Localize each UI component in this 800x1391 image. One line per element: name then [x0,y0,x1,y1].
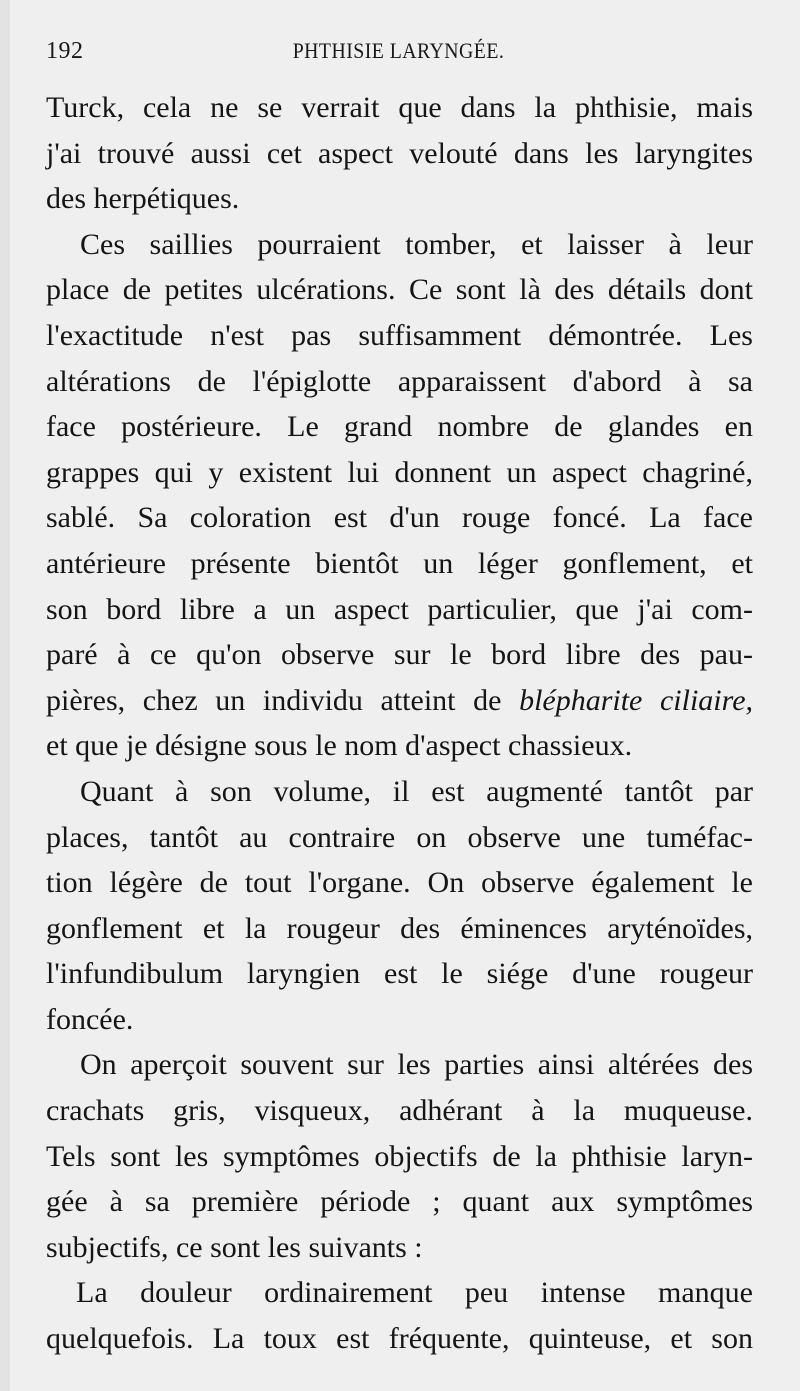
italic-term: blépharite ciliaire, [519,683,754,717]
text-line: tion légère de tout l'organe. On observe également le [46,866,753,900]
text-line: subjectifs, ce sont les suivants : [46,1230,423,1264]
text-line: l'exactitude n'est pas suffisamment démontrée. Les [46,318,753,352]
text-line: son bord libre a un aspect particulier, que j'ai com- [46,592,753,626]
page-number: 192 [46,38,84,64]
text-line: On aperçoit souvent sur les parties ainsi altérées des [80,1048,753,1082]
text-line: antérieure présente bientôt un léger gonflement, et [46,546,753,580]
text-line: Tels sont les symptômes objectifs de la phthisie laryn- [46,1139,753,1173]
text-line: des herpétiques. [46,182,240,216]
text-line: l'infundibulum laryngien est le siége d'une rougeur [46,957,753,991]
page-edge-shadow [0,0,10,1391]
text-line: j'ai trouvé aussi cet aspect velouté dans les laryngites [46,136,753,170]
text-line: crachats gris, visqueux, adhérant à la muqueuse. [46,1094,753,1128]
text-line: altérations de l'épiglotte apparaissent d'abord à sa [46,364,753,398]
text-line: gée à sa première période ; quant aux symptômes [46,1185,753,1219]
text-line: gonflement et la rougeur des éminences aryténoïdes, [46,911,753,945]
text-line: Turck, cela ne se verrait que dans la phthisie, mais [46,91,753,124]
text-line: paré à ce qu'on observe sur le bord libre des pau- [46,638,753,672]
text-line: et que je désigne sous le nom d'aspect chassieux. [46,729,633,763]
body-text [46,85,753,1362]
text-line: Quant à son volume, il est augmenté tantôt par [80,774,753,808]
text-segment: pières, chez un individu atteint de [46,683,502,717]
text-line: place de petites ulcérations. Ce sont là des détails dont [46,273,753,307]
text-line: quelquefois. La toux est fréquente, quinteuse, et son [46,1322,753,1356]
text-line: places, tantôt au contraire on observe une tuméfac- [46,820,753,854]
text-line: sablé. Sa coloration est d'un rouge foncé. La face [46,501,753,535]
text-line [46,678,753,724]
text-line: face postérieure. Le grand nombre de glandes en [46,410,753,444]
text-line: grappes qui y existent lui donnent un aspect chagriné, [46,455,753,489]
text-line: foncée. [46,1002,134,1036]
text-line: La douleur ordinairement peu intense manque [76,1276,753,1310]
text-line: Ces saillies pourraient tomber, et laisser à leur [80,227,753,261]
running-head: PHTHISIE LARYNGÉE. [292,38,505,63]
page-header [46,38,751,74]
